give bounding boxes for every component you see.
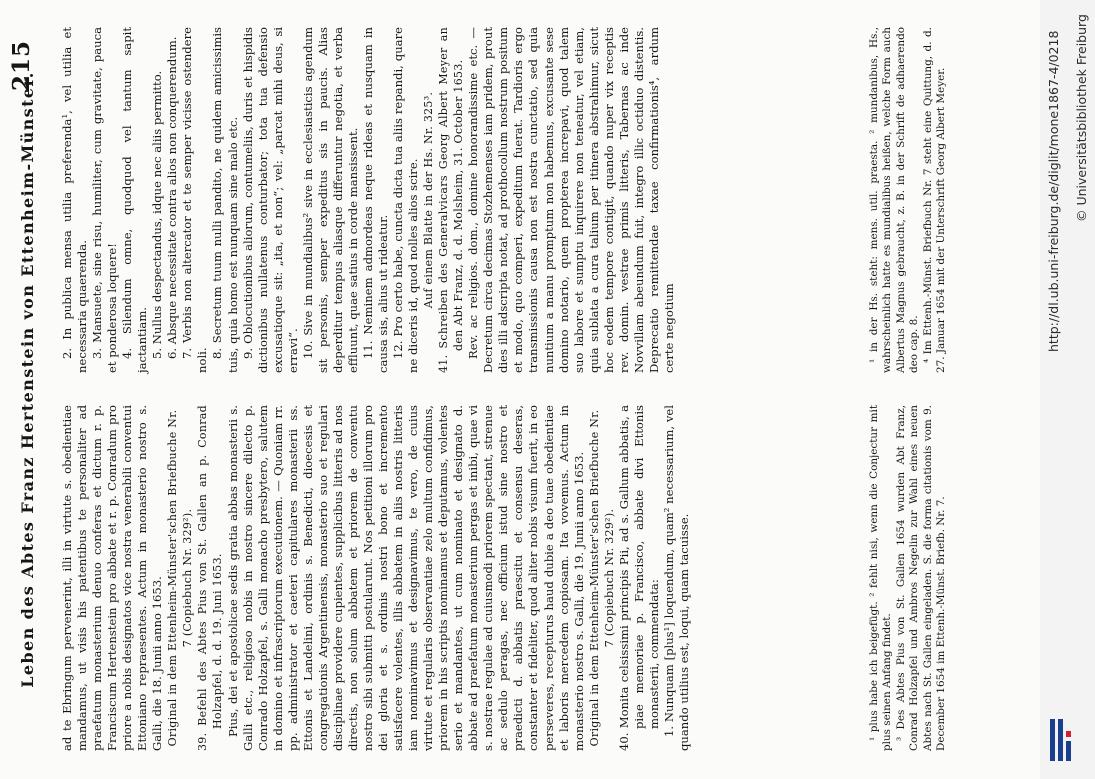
footnote: ¹ in der Hs. steht: mens. util. praesta. ² mundanibus, Hs., wahrscheinlich hatte es mundialibus heißen, welche Form auch Albertus Magnus gebraucht, z. B. in der Schrift de adhaerendo deo cap. 8. bbox=[868, 27, 921, 373]
list-item: 6. Absque necessitate contra alios non conquerendum. bbox=[165, 36, 180, 359]
list-item: 10. Sive in mundialibus² sive in ecclesiasticis agendum sit personis, semper expeditus sis in paucis. Alias deperditur tempus aliasque differuntur negotia, et verba effluunt, quae satius in corde mansissent. bbox=[300, 27, 360, 373]
copyright-notice: © Universitätsbibliothek Freiburg bbox=[1074, 14, 1089, 222]
list-item: 2. In publica mensa utilia preferenda¹, vel utilia et necessaria quaerenda. bbox=[60, 27, 90, 373]
paragraph: Pius, dei et apostolicae sedis gratia abbas monasterii s. Galli etc., religioso nobis in nostro sincere dilecto p. Conrado Holzapfel, s. Galli monacho presbytero, salutem in domino et infrascriptorum executionem. — Quoniam rr. pp. administrator et caeteri capitulares monasterii ss. Ettonis et Landelini, ordinis s. Benedicti, dioecesis et congregationis Argentinensis, monasterio suo et regulari disciplinae providere cupientes, supplicibus litteris ad nos directis, non solum abbatem et priorem de conventu nostro sibi submitti postularunt. Nos petitioni illorum pro dei gloria et s. ordinis nostri bono et incremento satisfacere volentes, illis abbatem in aliis nostris litteris iam nominavimus et designavimus, te vero, de cuius virtute et regularis observantiae zelo multum confidimus, priorem in his scriptis nominamus et deputamus, volentes serio et mandantes, ut cum nominato et designato d. abbate ad praefatum monasterium pergas et inibi, quae vi s. nostrae regulae ad cuiusmodi priorem spectant, strenue ac sedulo peragas, nec officium istud sine nostro et praedicti d. abbatis praescitu et consensu deseras, constanter et fideliter, quod aliter nobis visum fuerit, in eo perseveres, recepturus haud dubie a deo tuae obedientiae et laboris mercedem copiosam. Ita vovemus. Actum in monasterio nostro s. Galli, die 19. Junii anno 1653. bbox=[225, 405, 586, 751]
section-heading: 41. Schreiben des Generalvicars Georg Albert Meyer an den Abt Franz, d. d. Molsheim, 31. October 1653. bbox=[437, 27, 466, 373]
list-item: 5. Nullus despectandus, idque nec aliis permitto. bbox=[150, 70, 165, 359]
list-item: 4. Silendum omne, quodquod vel tantum sapit jactantiam. bbox=[120, 27, 150, 373]
footnote: ³ Des Abtes Pius von St. Gallen 1654 wurden Abt Franz, Conrad Holzapfel und Ambros Negelin zur Wahl eines neuen Abtes nach St. Gallen eingeladen. S. die forma citationis vom 9. December 1654 im Ettenh.-Münst. Briefb. Nr. 7. bbox=[894, 405, 948, 751]
list-item: 8. Secretum tuum nulli pandito, ne quidem amicissimis tuis, quia homo est nunquam sine malo etc. bbox=[210, 27, 240, 373]
footnotes-right bbox=[868, 27, 948, 373]
paragraph: 1. Nunquam [plus¹] loquendum, quam² necessarium, vel quando utilius est, loqui, quam tacuisse. bbox=[661, 405, 691, 751]
source-note: Original in dem Ettenheim-Münster'schen Briefbuche Nr. 7 (Copiebuch Nr. 329²). bbox=[587, 409, 616, 747]
footnote: ⁴ Im Ettenh.-Münst. Briefbuch Nr. 7 steht eine Quittung, d. d. 27. Januar 1654 mit der Unterschrift Georg Albert Meyer. bbox=[921, 27, 948, 373]
list-item: 11. Neminem admordeas neque rideas et nusquam in causa sis, alius ut rideatur. bbox=[360, 27, 390, 373]
list-item: 7. Verbis non altercator et te semper vicisse ostendere noli. bbox=[180, 27, 210, 373]
right-text-column bbox=[60, 27, 677, 373]
page-number: 215 bbox=[8, 40, 35, 92]
left-text-column bbox=[60, 405, 692, 751]
paragraph: Rev. ac religios. dom., domine honorandissime etc. — Decretum circa decimas Stozhemenses iam pridem, prout dies illi adscripta notat, ad prothocollum nostrum positum et modo, quo comperi, expeditum fuerat. Tardioris ergo transmissionis causa non est nostra cunctatio, sed quia nuntium a manu promptum non habemus, excusante sese domino notario, quem propterea increpavi, quod talem suo labore et sumptu inquirere non teneatur, vel etiam, quia sublata a cura talium per itinera abstrahimur, sicut hoc eodem tempore contigit, quando nuper vix receptis rev. domin. vestrae primis litteris, Tabernas ac inde Novvillam abeundum fuit, integro illic octiduo distentis. Deprecatio remittendae taxae confirmationis⁴, ardum certe negotium bbox=[466, 27, 676, 373]
source-note: Auf einem Blatte in der Hs. Nr. 325³. bbox=[422, 91, 436, 309]
footnotes-left bbox=[868, 405, 948, 751]
section-heading: 39. Befehl des Abtes Pius von St. Gallen an p. Conrad Holzapfel, d. d. 19. Juni 1653. bbox=[196, 405, 225, 751]
source-note: Original in dem Ettenheim-Münster'schen Briefbuche Nr. 7 (Copiebuch Nr. 329²). bbox=[166, 409, 195, 747]
page-running-title: Leben des Abtes Franz Hertenstein von Ettenheim-Münster. bbox=[18, 71, 37, 688]
footnote: ¹ plus habe ich beigefügt. ² fehlt nisi, wenn die Conjectur mit plus seinen Anfang findet. bbox=[868, 405, 894, 751]
list-item: 12. Pro certo habe, cuncta dicta tua aliis repandi, quare ne diceris id, quod nolles alios scire. bbox=[391, 27, 421, 373]
university-library-logo-icon bbox=[1048, 717, 1074, 763]
page-header bbox=[8, 40, 54, 719]
section-heading: 40. Monita celsissimi principis Pii, ad s. Gallum abbatis, a piae memoriae p. Francisco, abbate divi Ettonis monasterii, commendata: bbox=[616, 405, 661, 751]
source-url[interactable]: http://dl.ub.uni-freiburg.de/diglit/mone1867-4/0218 bbox=[1046, 30, 1061, 352]
paragraph: ad te Ebringum pervenerint, illi in virtute s. obedientiae mandamus, ut visis his patentibus te personaliter ad praefatum monasterium denuo conferas et dictum r. p. Franciscum Hertenstein pro abbate et r. p. Conradum pro priore a nobis designatos vice nostra venerabili conventui Ettoniano repraesentes. Actum in monasterio nostro s. Galli, die 18. Junii anno 1653. bbox=[60, 405, 165, 751]
list-item: 3. Mansuete, sine risu, humiliter, cum gravitate, pauca et ponderosa loquere! bbox=[90, 27, 120, 373]
list-item: 9. Oblocutionibus aliorum, contumeliis, duris et hispidis dictionibus nullatenus conturbator; tota tua defensio excusatioque sit: „ita, et non“; vel: „parcat mihi deus, si erravi“. bbox=[240, 27, 300, 373]
